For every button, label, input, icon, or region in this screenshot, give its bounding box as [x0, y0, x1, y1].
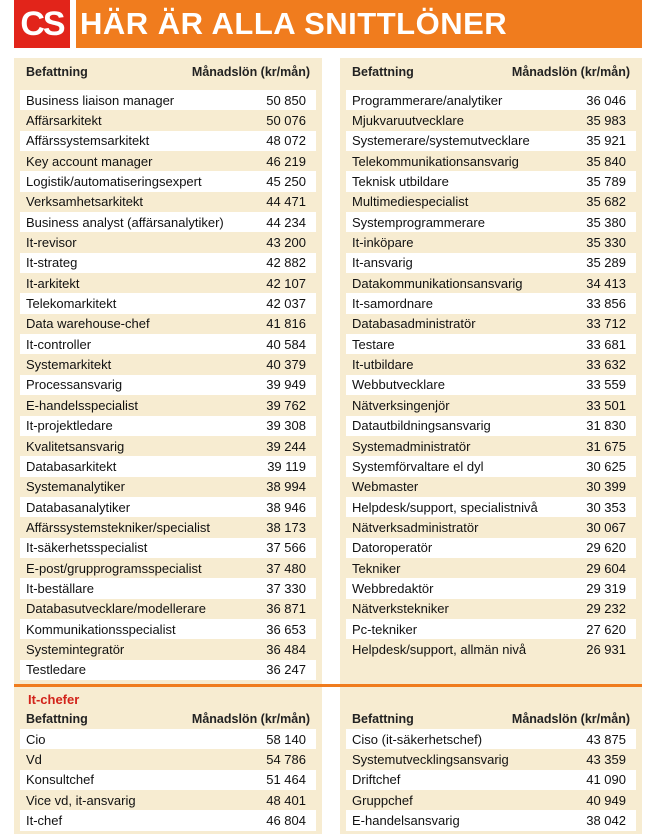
job-title: It-arkitekt — [26, 275, 80, 291]
monthly-salary: 48 072 — [266, 133, 306, 149]
table-row — [20, 212, 316, 232]
table-row — [346, 810, 636, 830]
table-row — [20, 639, 316, 659]
job-title: Kommunikationsspecialist — [26, 621, 176, 637]
job-title: It-ansvarig — [352, 255, 413, 271]
job-title: Telekommunikationsansvarig — [352, 153, 519, 169]
table-row — [20, 354, 316, 374]
table-row — [346, 497, 636, 517]
job-title: Telekomarkitekt — [26, 296, 117, 312]
logo-separator — [70, 0, 76, 48]
column-title-header: Befattning — [26, 65, 88, 79]
job-title: Systemprogrammerare — [352, 214, 485, 230]
monthly-salary: 29 604 — [586, 560, 626, 576]
job-title: Cio — [26, 731, 46, 747]
job-title: E-post/grupprogramsspecialist — [26, 560, 202, 576]
monthly-salary: 36 247 — [266, 662, 306, 678]
job-title: Systemförvaltare el dyl — [352, 458, 484, 474]
table-row — [20, 558, 316, 578]
table-row — [346, 192, 636, 212]
monthly-salary: 31 675 — [586, 438, 626, 454]
table-rows — [20, 90, 316, 680]
job-title: Vd — [26, 752, 42, 768]
job-title: Nätverkstekniker — [352, 601, 449, 617]
monthly-salary: 36 871 — [266, 601, 306, 617]
job-title: E-handelsspecialist — [26, 397, 139, 413]
monthly-salary: 43 200 — [266, 235, 306, 251]
table-header — [14, 58, 322, 86]
monthly-salary: 44 471 — [266, 194, 306, 210]
column-salary-header: Månadslön (kr/mån) — [511, 65, 630, 79]
monthly-salary: 35 983 — [586, 113, 626, 129]
table-row — [346, 110, 636, 130]
logo-text: CS — [20, 5, 64, 43]
monthly-salary: 33 559 — [586, 377, 626, 393]
table-row — [20, 456, 316, 476]
job-title: Data warehouse-chef — [26, 316, 150, 332]
job-title: It-beställare — [26, 580, 94, 596]
monthly-salary: 36 046 — [586, 92, 626, 108]
table-row — [346, 578, 636, 598]
job-title: Driftchef — [352, 772, 401, 788]
monthly-salary: 26 931 — [586, 641, 626, 657]
job-title: Systemarkitekt — [26, 357, 112, 373]
job-title: Affärsarkitekt — [26, 113, 102, 129]
job-title: Datoroperatör — [352, 540, 433, 556]
job-title: Tekniker — [352, 560, 401, 576]
table-row — [346, 477, 636, 497]
job-title: Key account manager — [26, 153, 153, 169]
job-title: Testledare — [26, 662, 86, 678]
monthly-salary: 36 653 — [266, 621, 306, 637]
job-title: It-projektledare — [26, 418, 113, 434]
job-title: Databasarkitekt — [26, 458, 117, 474]
monthly-salary: 38 042 — [586, 813, 626, 829]
it-chefer-left-table — [14, 687, 322, 834]
table-row — [346, 456, 636, 476]
job-title: It-strateg — [26, 255, 78, 271]
job-title: Programmerare/analytiker — [352, 92, 503, 108]
table-row — [346, 90, 636, 110]
table-row — [20, 110, 316, 130]
page-title: HÄR ÄR ALLA SNITTLÖNER — [80, 6, 508, 41]
job-title: Systemerare/systemutvecklare — [352, 133, 530, 149]
table-row — [346, 639, 636, 659]
cs-logo — [14, 0, 70, 48]
table-row — [346, 599, 636, 619]
monthly-salary: 29 620 — [586, 540, 626, 556]
job-title: Kvalitetsansvarig — [26, 438, 125, 454]
monthly-salary: 29 232 — [586, 601, 626, 617]
table-row — [346, 232, 636, 252]
job-title: Webbredaktör — [352, 580, 434, 596]
job-title: Webbutvecklare — [352, 377, 445, 393]
monthly-salary: 58 140 — [266, 731, 306, 747]
table-row — [20, 273, 316, 293]
monthly-salary: 54 786 — [266, 752, 306, 768]
monthly-salary: 40 584 — [266, 336, 306, 352]
monthly-salary: 37 566 — [266, 540, 306, 556]
monthly-salary: 43 875 — [586, 731, 626, 747]
table-row — [346, 131, 636, 151]
table-row — [20, 151, 316, 171]
job-title: Helpdesk/support, specialistnivå — [352, 499, 538, 515]
job-title: It-chef — [26, 813, 63, 829]
monthly-salary: 33 681 — [586, 336, 626, 352]
table-row — [20, 749, 316, 769]
table-row — [346, 273, 636, 293]
table-row — [20, 416, 316, 436]
monthly-salary: 36 484 — [266, 641, 306, 657]
table-row — [20, 90, 316, 110]
table-row — [20, 517, 316, 537]
table-row — [20, 192, 316, 212]
table-row — [346, 770, 636, 790]
monthly-salary: 39 949 — [266, 377, 306, 393]
it-chefer-label: It-chefer — [28, 692, 80, 707]
job-title: Systemanalytiker — [26, 479, 125, 495]
table-row — [20, 770, 316, 790]
monthly-salary: 38 946 — [266, 499, 306, 515]
monthly-salary: 33 856 — [586, 296, 626, 312]
monthly-salary: 50 076 — [266, 113, 306, 129]
monthly-salary: 51 464 — [266, 772, 306, 788]
monthly-salary: 37 480 — [266, 560, 306, 576]
column-title-header: Befattning — [352, 712, 414, 726]
monthly-salary: 33 632 — [586, 357, 626, 373]
table-row — [20, 477, 316, 497]
monthly-salary: 40 949 — [586, 792, 626, 808]
table-row — [20, 334, 316, 354]
table-row — [346, 729, 636, 749]
monthly-salary: 38 994 — [266, 479, 306, 495]
table-row — [20, 619, 316, 639]
monthly-salary: 44 234 — [266, 214, 306, 230]
table-row — [346, 517, 636, 537]
monthly-salary: 35 289 — [586, 255, 626, 271]
monthly-salary: 43 359 — [586, 752, 626, 768]
column-salary-header: Månadslön (kr/mån) — [191, 712, 310, 726]
job-title: Affärssystemstekniker/specialist — [26, 519, 210, 535]
table-row — [20, 810, 316, 830]
monthly-salary: 35 380 — [586, 214, 626, 230]
monthly-salary: 30 399 — [586, 479, 626, 495]
table-row — [346, 436, 636, 456]
it-chefer-right-table — [340, 687, 642, 834]
monthly-salary: 41 816 — [266, 316, 306, 332]
job-title: Teknisk utbildare — [352, 174, 449, 190]
monthly-salary: 35 840 — [586, 153, 626, 169]
job-title: Business liaison manager — [26, 92, 175, 108]
monthly-salary: 35 682 — [586, 194, 626, 210]
monthly-salary: 31 830 — [586, 418, 626, 434]
job-title: E-handelsansvarig — [352, 813, 460, 829]
table-row — [346, 375, 636, 395]
job-title: Databasadministratör — [352, 316, 476, 332]
job-title: Systemadministratör — [352, 438, 471, 454]
job-title: Affärssystemsarkitekt — [26, 133, 150, 149]
table-row — [346, 293, 636, 313]
job-title: Pc-tekniker — [352, 621, 418, 637]
job-title: Datautbildningsansvarig — [352, 418, 491, 434]
job-title: Business analyst (affärsanalytiker) — [26, 214, 224, 230]
job-title: It-revisor — [26, 235, 77, 251]
job-title: It-säkerhetsspecialist — [26, 540, 148, 556]
monthly-salary: 30 625 — [586, 458, 626, 474]
monthly-salary: 35 921 — [586, 133, 626, 149]
column-title-header: Befattning — [26, 712, 88, 726]
job-title: Verksamhetsarkitekt — [26, 194, 144, 210]
job-title: Datakommunikationsansvarig — [352, 275, 523, 291]
job-title: Nätverksadministratör — [352, 519, 479, 535]
monthly-salary: 34 413 — [586, 275, 626, 291]
monthly-salary: 39 762 — [266, 397, 306, 413]
table-row — [346, 314, 636, 334]
table-rows — [346, 729, 636, 831]
monthly-salary: 46 219 — [266, 153, 306, 169]
table-row — [346, 151, 636, 171]
table-row — [346, 334, 636, 354]
monthly-salary: 50 850 — [266, 92, 306, 108]
job-title: Systemutvecklingsansvarig — [352, 752, 509, 768]
left-salary-table — [14, 58, 322, 684]
monthly-salary: 41 090 — [586, 772, 626, 788]
table-row — [20, 232, 316, 252]
monthly-salary: 42 882 — [266, 255, 306, 271]
table-row — [20, 171, 316, 191]
monthly-salary: 29 319 — [586, 580, 626, 596]
job-title: Ciso (it-säkerhetschef) — [352, 731, 483, 747]
job-title: It-samordnare — [352, 296, 433, 312]
job-title: Systemintegratör — [26, 641, 125, 657]
monthly-salary: 35 330 — [586, 235, 626, 251]
column-salary-header: Månadslön (kr/mån) — [191, 65, 310, 79]
table-row — [20, 578, 316, 598]
monthly-salary: 40 379 — [266, 357, 306, 373]
table-row — [346, 416, 636, 436]
table-row — [346, 558, 636, 578]
monthly-salary: 45 250 — [266, 174, 306, 190]
table-row — [20, 293, 316, 313]
table-row — [346, 253, 636, 273]
monthly-salary: 46 804 — [266, 813, 306, 829]
job-title: Logistik/automatiseringsexpert — [26, 174, 202, 190]
monthly-salary: 48 401 — [266, 792, 306, 808]
job-title: It-utbildare — [352, 357, 414, 373]
table-rows — [20, 729, 316, 831]
monthly-salary: 33 501 — [586, 397, 626, 413]
monthly-salary: 38 173 — [266, 519, 306, 535]
table-row — [20, 314, 316, 334]
job-title: Databasanalytiker — [26, 499, 131, 515]
table-row — [20, 729, 316, 749]
right-salary-table — [340, 58, 642, 684]
table-row — [20, 538, 316, 558]
table-row — [346, 619, 636, 639]
monthly-salary: 33 712 — [586, 316, 626, 332]
table-row — [20, 375, 316, 395]
job-title: Mjukvaruutvecklare — [352, 113, 464, 129]
job-title: Databasutvecklare/modellerare — [26, 601, 206, 617]
monthly-salary: 42 037 — [266, 296, 306, 312]
job-title: Konsultchef — [26, 772, 94, 788]
monthly-salary: 42 107 — [266, 275, 306, 291]
job-title: Webmaster — [352, 479, 419, 495]
monthly-salary: 39 119 — [267, 458, 306, 474]
column-salary-header: Månadslön (kr/mån) — [511, 712, 630, 726]
table-row — [346, 395, 636, 415]
table-rows — [346, 90, 636, 660]
monthly-salary: 37 330 — [266, 580, 306, 596]
job-title: Helpdesk/support, allmän nivå — [352, 641, 527, 657]
job-title: Nätverksingenjör — [352, 397, 450, 413]
table-row — [346, 354, 636, 374]
table-row — [346, 538, 636, 558]
column-title-header: Befattning — [352, 65, 414, 79]
job-title: It-controller — [26, 336, 92, 352]
table-row — [20, 436, 316, 456]
job-title: Testare — [352, 336, 395, 352]
table-row — [346, 212, 636, 232]
table-row — [346, 749, 636, 769]
job-title: Multimediespecialist — [352, 194, 469, 210]
table-row — [20, 497, 316, 517]
job-title: Gruppchef — [352, 792, 413, 808]
table-row — [20, 790, 316, 810]
job-title: Vice vd, it-ansvarig — [26, 792, 136, 808]
table-row — [346, 790, 636, 810]
monthly-salary: 30 353 — [586, 499, 626, 515]
monthly-salary: 30 067 — [586, 519, 626, 535]
job-title: It-inköpare — [352, 235, 414, 251]
monthly-salary: 39 308 — [266, 418, 306, 434]
table-row — [20, 395, 316, 415]
table-header — [340, 58, 642, 86]
monthly-salary: 27 620 — [586, 621, 626, 637]
table-row — [20, 253, 316, 273]
job-title: Processansvarig — [26, 377, 123, 393]
table-row — [20, 660, 316, 680]
monthly-salary: 39 244 — [266, 438, 306, 454]
table-row — [346, 171, 636, 191]
table-row — [20, 599, 316, 619]
monthly-salary: 35 789 — [586, 174, 626, 190]
table-row — [20, 131, 316, 151]
